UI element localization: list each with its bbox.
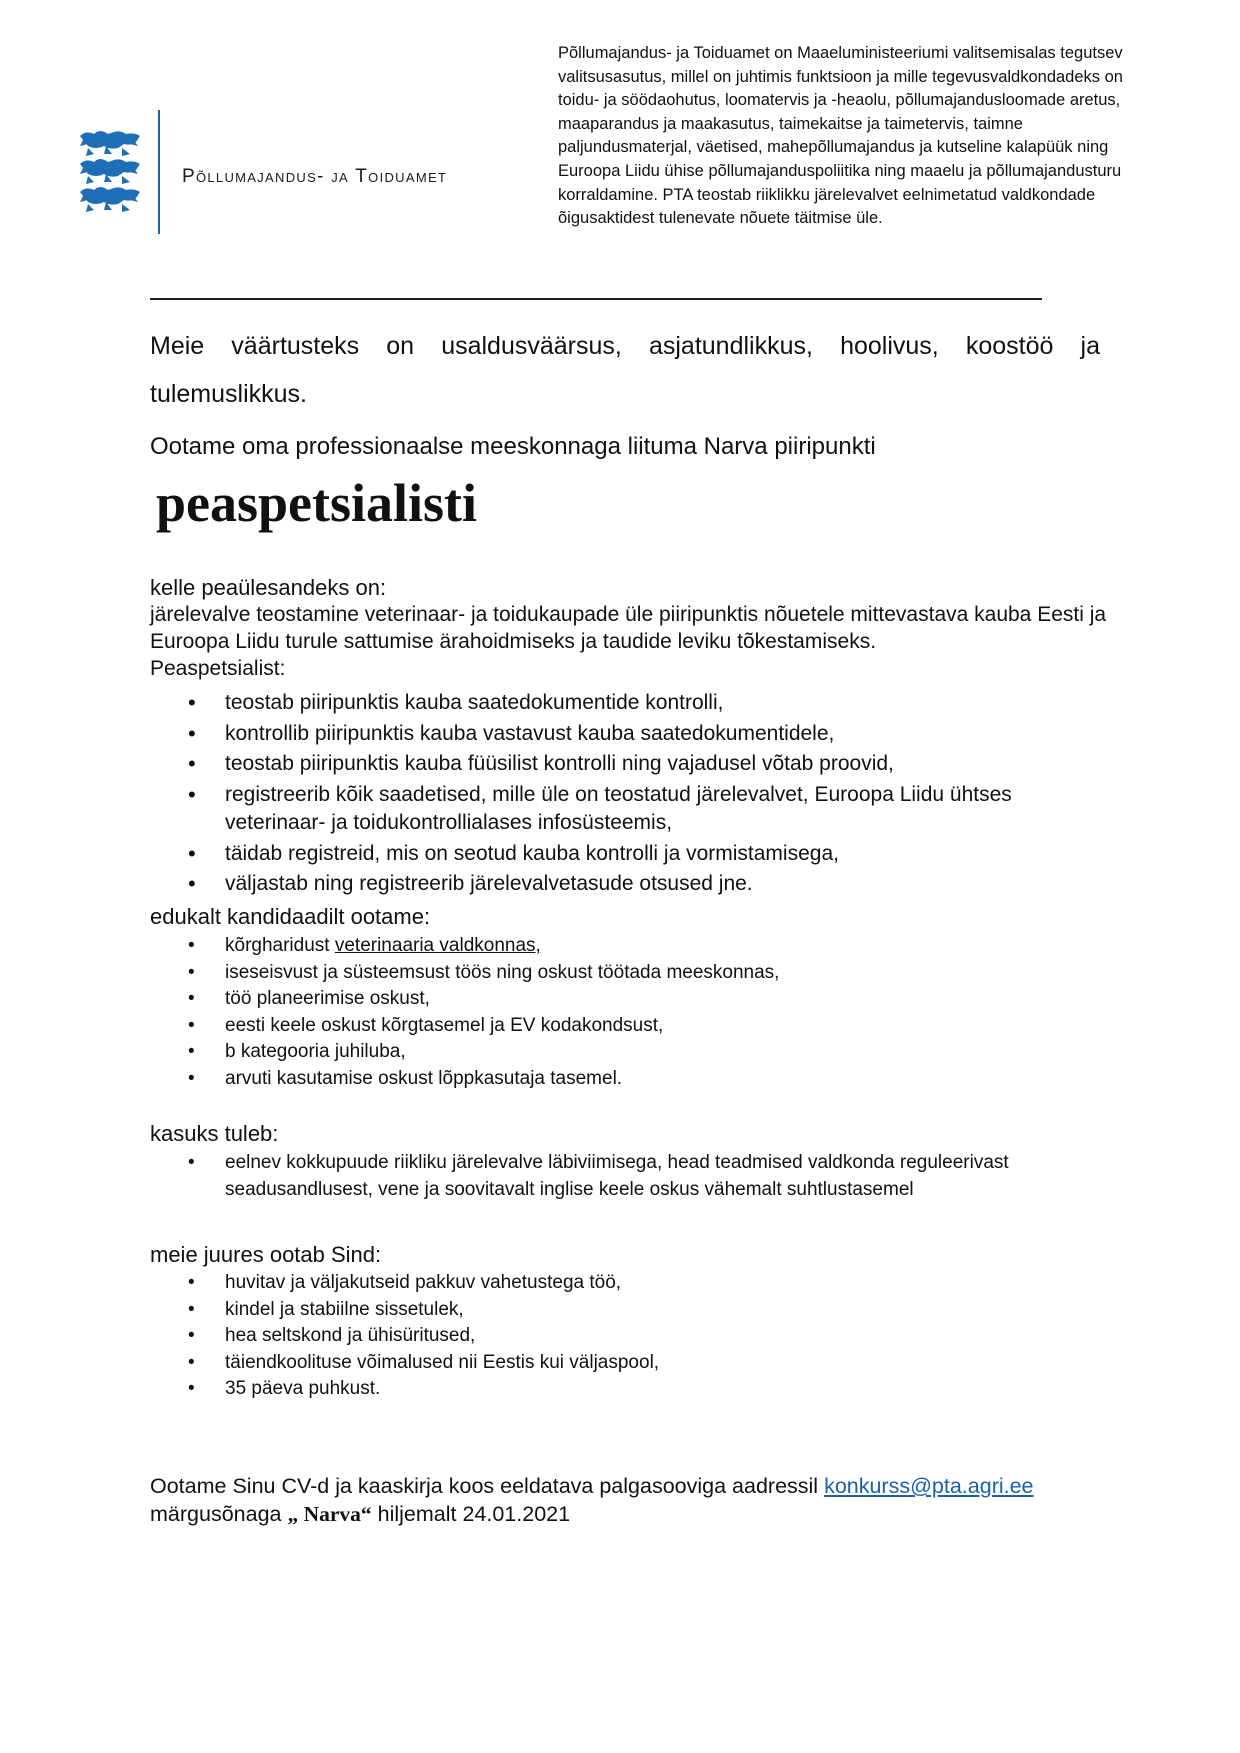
- closing-line-2: [150, 1500, 1034, 1528]
- main-task-section: [150, 574, 1110, 682]
- requirements-heading: edukalt kandidaadilt ootame:: [150, 904, 431, 929]
- position-title: peaspetsialisti: [156, 473, 478, 533]
- list-item: [150, 933, 1110, 960]
- organization-logo: [78, 110, 498, 238]
- requirements-list: [150, 933, 1110, 1092]
- list-item: • kindel ja stabiilne sissetulek,: [150, 1297, 1110, 1324]
- list-item: • b kategooria juhiluba,: [150, 1039, 1110, 1066]
- invite-text: Ootame oma professionaalse meeskonnaga liituma Narva piiripunkti: [150, 433, 876, 460]
- list-item: • töö planeerimise oskust,: [150, 986, 1110, 1013]
- header-divider: [150, 298, 1042, 300]
- list-item: • teostab piiripunktis kauba füüsilist kontrolli ning vajadusel võtab proovid,: [150, 750, 1100, 779]
- closing-line-1: [150, 1472, 1034, 1500]
- list-item: • 35 päeva puhkust.: [150, 1376, 1110, 1403]
- codeword: „ Narva“: [287, 1502, 372, 1526]
- coat-of-arms-icon: [78, 130, 142, 220]
- offer-list: [150, 1270, 1110, 1403]
- list-item: • arvuti kasutamise oskust lõppkasutaja tasemel.: [150, 1066, 1110, 1093]
- codeword-prefix: märgusõnaga: [150, 1502, 288, 1526]
- role-label: Peaspetsialist:: [150, 657, 286, 680]
- organization-name: Põllumajandus- ja Toiduamet: [182, 166, 448, 187]
- closing-prefix: Ootame Sinu CV-d ja kaaskirja koos eeldatava palgasooviga aadressil: [150, 1474, 825, 1498]
- requirement-underlined: veterinaaria valdkonnas,: [334, 935, 541, 956]
- closing-text: [150, 1472, 1034, 1528]
- list-item: • täiendkoolituse võimalused nii Eestis kui väljaspool,: [150, 1350, 1110, 1377]
- list-item: • eelnev kokkupuude riikliku järelevalve läbiviimisega, head teadmised valdkonda reguleerivast seadusandlusest, vene ja soovitavalt inglise keele oskus vähemalt suhtlustasemel: [150, 1150, 1110, 1203]
- list-item: • eesti keele oskust kõrgtasemel ja EV kodakondsust,: [150, 1013, 1110, 1040]
- list-item: • hea seltskond ja ühisüritused,: [150, 1323, 1110, 1350]
- organization-intro: Põllumajandus- ja Toiduamet on Maaeluministeeriumi valitsemisalas tegutsev valitsusasutus, millel on juhtimis funktsioon ja mille tegevusvaldkondadeks on toidu- ja söödaohutus, loomatervis ja -heaolu, põllumajandusloomade aretus, maaparandus ja maakasutus, taimekaitse ja taimetervis, taimne paljundusmaterjal, väetised, mahepõllumajandus ja kutseline kalapüük ning Euroopa Liidu ühise põllumajanduspoliitika ning maaelu ja põllumajandusturu korraldamine. PTA teostab riiklikku järelevalvet eelnimetatud valdkondade õigusaktidest tulenevate nõuete täitmise üle.: [558, 44, 1123, 228]
- values-statement: Meie väärtusteks on usaldusväärsus, asjatundlikkus, hoolivus, koostöö ja tulemuslikkus.: [150, 332, 1100, 408]
- logo-divider: [158, 110, 160, 234]
- list-item: • iseseisvust ja süsteemsust töös ning oskust töötada meeskonnas,: [150, 960, 1110, 987]
- list-item: • huvitav ja väljakutseid pakkuv vahetustega töö,: [150, 1270, 1110, 1297]
- list-item: • väljastab ning registreerib järelevalvetasude otsused jne.: [150, 870, 1100, 899]
- duties-list: [150, 689, 1100, 901]
- list-item: • teostab piiripunktis kauba saatedokumentide kontrolli,: [150, 689, 1100, 718]
- requirement-prefix: kõrgharidust: [225, 935, 335, 956]
- email-link[interactable]: konkurss@pta.agri.ee: [824, 1474, 1034, 1498]
- offer-heading: meie juures ootab Sind:: [150, 1242, 382, 1267]
- list-item: • registreerib kõik saadetised, mille üle on teostatud järelevalvet, Euroopa Liidu ühtses veterinaar- ja toidukontrollialases infosüsteemis,: [150, 781, 1100, 838]
- list-item: • täidab registreid, mis on seotud kauba kontrolli ja vormistamisega,: [150, 840, 1100, 869]
- deadline: hiljemalt 24.01.2021: [371, 1502, 571, 1526]
- advantage-list: [150, 1150, 1110, 1203]
- advantage-heading: kasuks tuleb:: [150, 1121, 279, 1146]
- main-task-text: järelevalve teostamine veterinaar- ja toidukaupade üle piiripunktis nõuetele mittevastava kauba Eesti ja Euroopa Liidu turule sattumise ärahoidmiseks ja taudide leviku tõkestamiseks.: [150, 603, 1107, 653]
- list-item: • kontrollib piiripunktis kauba vastavust kauba saatedokumentidele,: [150, 720, 1100, 749]
- main-task-heading: kelle peaülesandeks on:: [150, 575, 387, 600]
